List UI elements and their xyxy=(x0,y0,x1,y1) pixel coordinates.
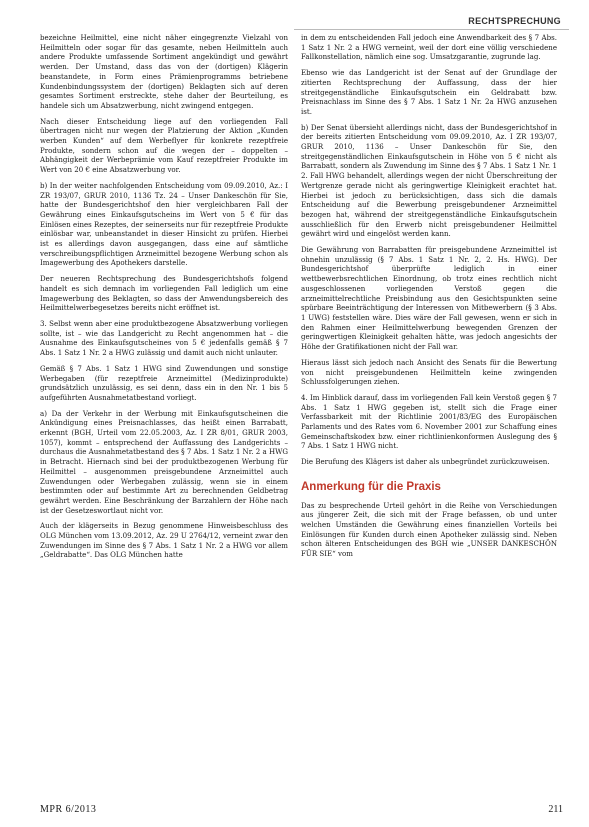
right-column xyxy=(301,33,557,565)
paragraph: 3. Selbst wenn aber eine produktbezogene Absatzwerbung vorliegen sollte, ist – wie das Landgericht zu Recht angenommen hat – die Ausnahme des Einkaufsgutscheines von 5 € jedenfalls gemäß § 7 Abs. 1 Satz 1 Nr. 2 a HWG zulässig und damit auch nicht unlauter. xyxy=(40,318,288,358)
paragraph: 4. Im Hinblick darauf, dass im vorliegenden Fall kein Verstoß gegen § 7 Abs. 1 Satz 1 HWG gegeben ist, stellt sich die Frage einer Verfassbarkeit mit der Richtlinie 2001/83/EG des Europäischen Parlaments und des Rates vom 6. November 2001 zur Schaffung eines Gemeinschaftskodex bzw. einer richtlinienkonformen Auslegung des § 7 Abs. 1 Satz 1 HWG nicht. xyxy=(301,392,557,451)
paragraph: b) In der weiter nachfolgenden Entscheidung vom 09.09.2010, Az.: I ZR 193/07, GRUR 2010, 1136 Tz. 24 – Unser Dankeschön für Sie, hatte der Bundesgerichtshof den hier vergleichbaren Fall der Gewährung eines Einkaufsgutscheins im Wert von 5 € für das Einlösen eines Rezeptes, der seinerseits nur für rezeptfreie Produkte einlösbar war, unbeanstandet in dieser Hinsicht zu prüfen. Hierbei ist es allerdings davon ausgegangen, dass eine auf sämtliche verschreibungspflichtigen Arzneimittel bezogene Werbung schon als Imagewerbung des Apothekers darstelle. xyxy=(40,180,288,268)
paragraph: Nach dieser Entscheidung liege auf den vorliegenden Fall übertragen nicht nur wegen der Platzierung der Aktion „Kunden werben Kunden“ auf dem Werbeflyer für konkrete rezeptfreie Produkte, sondern schon auf die wegen der – doppelten – Abhängigkeit der Werbeprämie vom Kauf rezeptfreier Produkte im Wert von 20 € eine Absatzwerbung vor. xyxy=(40,116,288,175)
paragraph: Die Berufung des Klägers ist daher als unbegründet zurückzuweisen. xyxy=(301,457,550,467)
paragraph: Gemäß § 7 Abs. 1 Satz 1 HWG sind Zuwendungen und sonstige Werbegaben (für rezeptfreie Arzneimittel (Medizinprodukte) grundsätzlich unzulässig, es sei denn, dass ein in den Nr. 1 bis 5 aufgeführten Ausnahmetatbestand vorliegt. xyxy=(40,363,288,402)
journal-footer: MPR 6/2013 xyxy=(40,804,97,815)
paragraph: Der neueren Rechtsprechung des Bundesgerichtshofs folgend handelt es sich demnach im vorliegenden Fall lediglich um eine Imagewerbung des Beklagten, so dass der Anwendungsbereich des Heilmittelwerbegesetzes bereits nicht eröffnet ist. xyxy=(40,274,288,313)
paragraph: Ebenso wie das Landgericht ist der Senat auf der Grundlage der zitierten Rechtsprechung der Auffassung, dass der hier streitgegenständliche Einkaufsgutschein ein Geldrabatt bzw. Preisnachlass im Sinne des § 7 Abs. 1 Satz 1 Nr. 2a HWG anzusehen ist. xyxy=(301,68,557,116)
paragraph: Die Gewährung von Barrabatten für preisgebundene Arzneimittel ist ohnehin unzulässig (§ 7 Abs. 1 Satz 1 Nr. 2, 2. Hs. HWG). Der Bundesgerichtshof überprüfte lediglich in einer wettbewerbsrechtlichen Einordnung, ob trotz eines rechtlich nicht ausgeschlossenen vorliegenden Verstoß gegen die arzneimittelrechtliche Preisbindung aus den Gesichtspunkten seine spürbare Beeinträchtigung der Interessen von Mitbewerbern (§ 3 Abs. 1 UWG) feststellen wäre. Dies wäre der Fall gewesen, wenn er sich in den Rahmen einer Heilmittelwerbung bewegenden Grenzen der geringwertigen Kleinigkeit gehalten hätte, was jedoch angesichts der Höhe der Gratifikationen nicht der Fall war. xyxy=(301,245,557,352)
practice-note-text: Das zu besprechende Urteil gehört in die Reihe von Verschiedungen aus jüngerer Zeit, die sich mit der Frage befassen, ob und unter welchen Umständen die Gewährung eines finanziellen Vorteils bei Einlösungen für Kunden durch einen Apotheker zulässig sind. Neben schon älteren Entscheidungen des BGH wie „UNSER DANKESCHÖN FÜR SIE“ vom xyxy=(301,500,557,559)
paragraph: b) Der Senat übersieht allerdings nicht, dass der Bundesgerichtshof in der bereits zitierten Entscheidung vom 09.09.2010, Az. I ZR 193/07, GRUR 2010, 1136 – Unser Dankeschön für Sie, den streitgegenständlichen Einkaufsgutschein in Höhe von 5 € nicht als Barrabatt, sondern als Zuwendung im Sinne des § 7 Abs. 1 Satz 1 Nr. 1 2. Fall HWG behandelt, allerdings wegen der nicht Überschreitung der Wertgrenze gerade nicht als geringwertige Kleinigkeit erachtet hat. Hierbei ist jedoch zu berücksichtigen, dass sich die damals Entscheidung auf die Bewerbung preisgebundener Arzneimittel bezogen hat, während der streitgegenständliche Einkaufsgutschein ausschließlich für den Erwerb nicht preisgebundener Heilmittel gewährt wird und eingelöst werden kann. xyxy=(301,122,557,239)
paragraph: a) Da der Verkehr in der Werbung mit Einkaufsgutscheinen die Ankündigung eines Preisnachlasses, das heißt einen Barrabatt, erkennt (BGH, Urteil vom 22.05.2003, Az. I ZR 8/01, GRUR 2003, 1057), kommt – entsprechend der Auffassung des Landgerichts – durchaus die Ausnahmetatbestand des § 7 Abs. 1 Satz 1 Nr. 2 a HWG in Betracht. Hiernach sind bei der produktbezogenen Werbung für Heilmittel – ausgenommen preisgebundene Arzneimittel auch Zuwendungen oder Werbegaben zulässig, wenn sie in einem bestimmten oder auf bestimmte Art zu berechnenden Geldbetrag gewährt werden. Eine Beschränkung der Barzahlern der Höhe nach ist der Gesetzeswortlaut nicht vor. xyxy=(40,408,288,515)
paragraph: Hieraus lässt sich jedoch nach Ansicht des Senats für die Bewertung von nicht preisgebundenen Heilmitteln keine zwingenden Schlussfolgerungen ziehen. xyxy=(301,357,557,387)
practice-note-title: Anmerkung für die Praxis xyxy=(301,480,441,493)
left-column xyxy=(40,33,288,566)
paragraph: in dem zu entscheidenden Fall jedoch eine Anwendbarkeit des § 7 Abs. 1 Satz 1 Nr. 2 a HWG verneint, weil der dort eine völlig verschiedene Fallkonstellation, nämlich eine sog. Umsatzgarantie, zugrunde lag. xyxy=(301,33,557,62)
page-number: 211 xyxy=(548,804,563,815)
paragraph: Auch der klägerseits in Bezug genommene Hinweisbeschluss des OLG München vom 13.09.2012, Az. 29 U 2764/12, verneint zwar den Zuwendungen im Sinne des § 7 Abs. 1 Satz 1 Nr. 2 a HWG vor allem „Geldrabatte“. Das OLG München hatte xyxy=(40,521,288,560)
header-rule xyxy=(294,29,569,30)
paragraph: bezeichne Heilmittel, eine nicht näher eingegrenzte Vielzahl von Heilmitteln oder sogar für das gesamte, neben Heilmitteln auch andere Produkte umfassende Sortiment angekündigt und gewährt werden. Der Umstand, dass das von der (dortigen) Klägerin beanstandete, in Form eines Prämienprogramms betriebene Kundenbindungssystem der (dortigen) Beklagten sich auf deren gesamtes Sortiment erstreckte, stehe daher der Beurteilung, es handele sich um Absatzwerbung, nicht zwingend entgegen. xyxy=(40,33,288,110)
section-header: RECHTSPRECHUNG xyxy=(468,16,561,26)
